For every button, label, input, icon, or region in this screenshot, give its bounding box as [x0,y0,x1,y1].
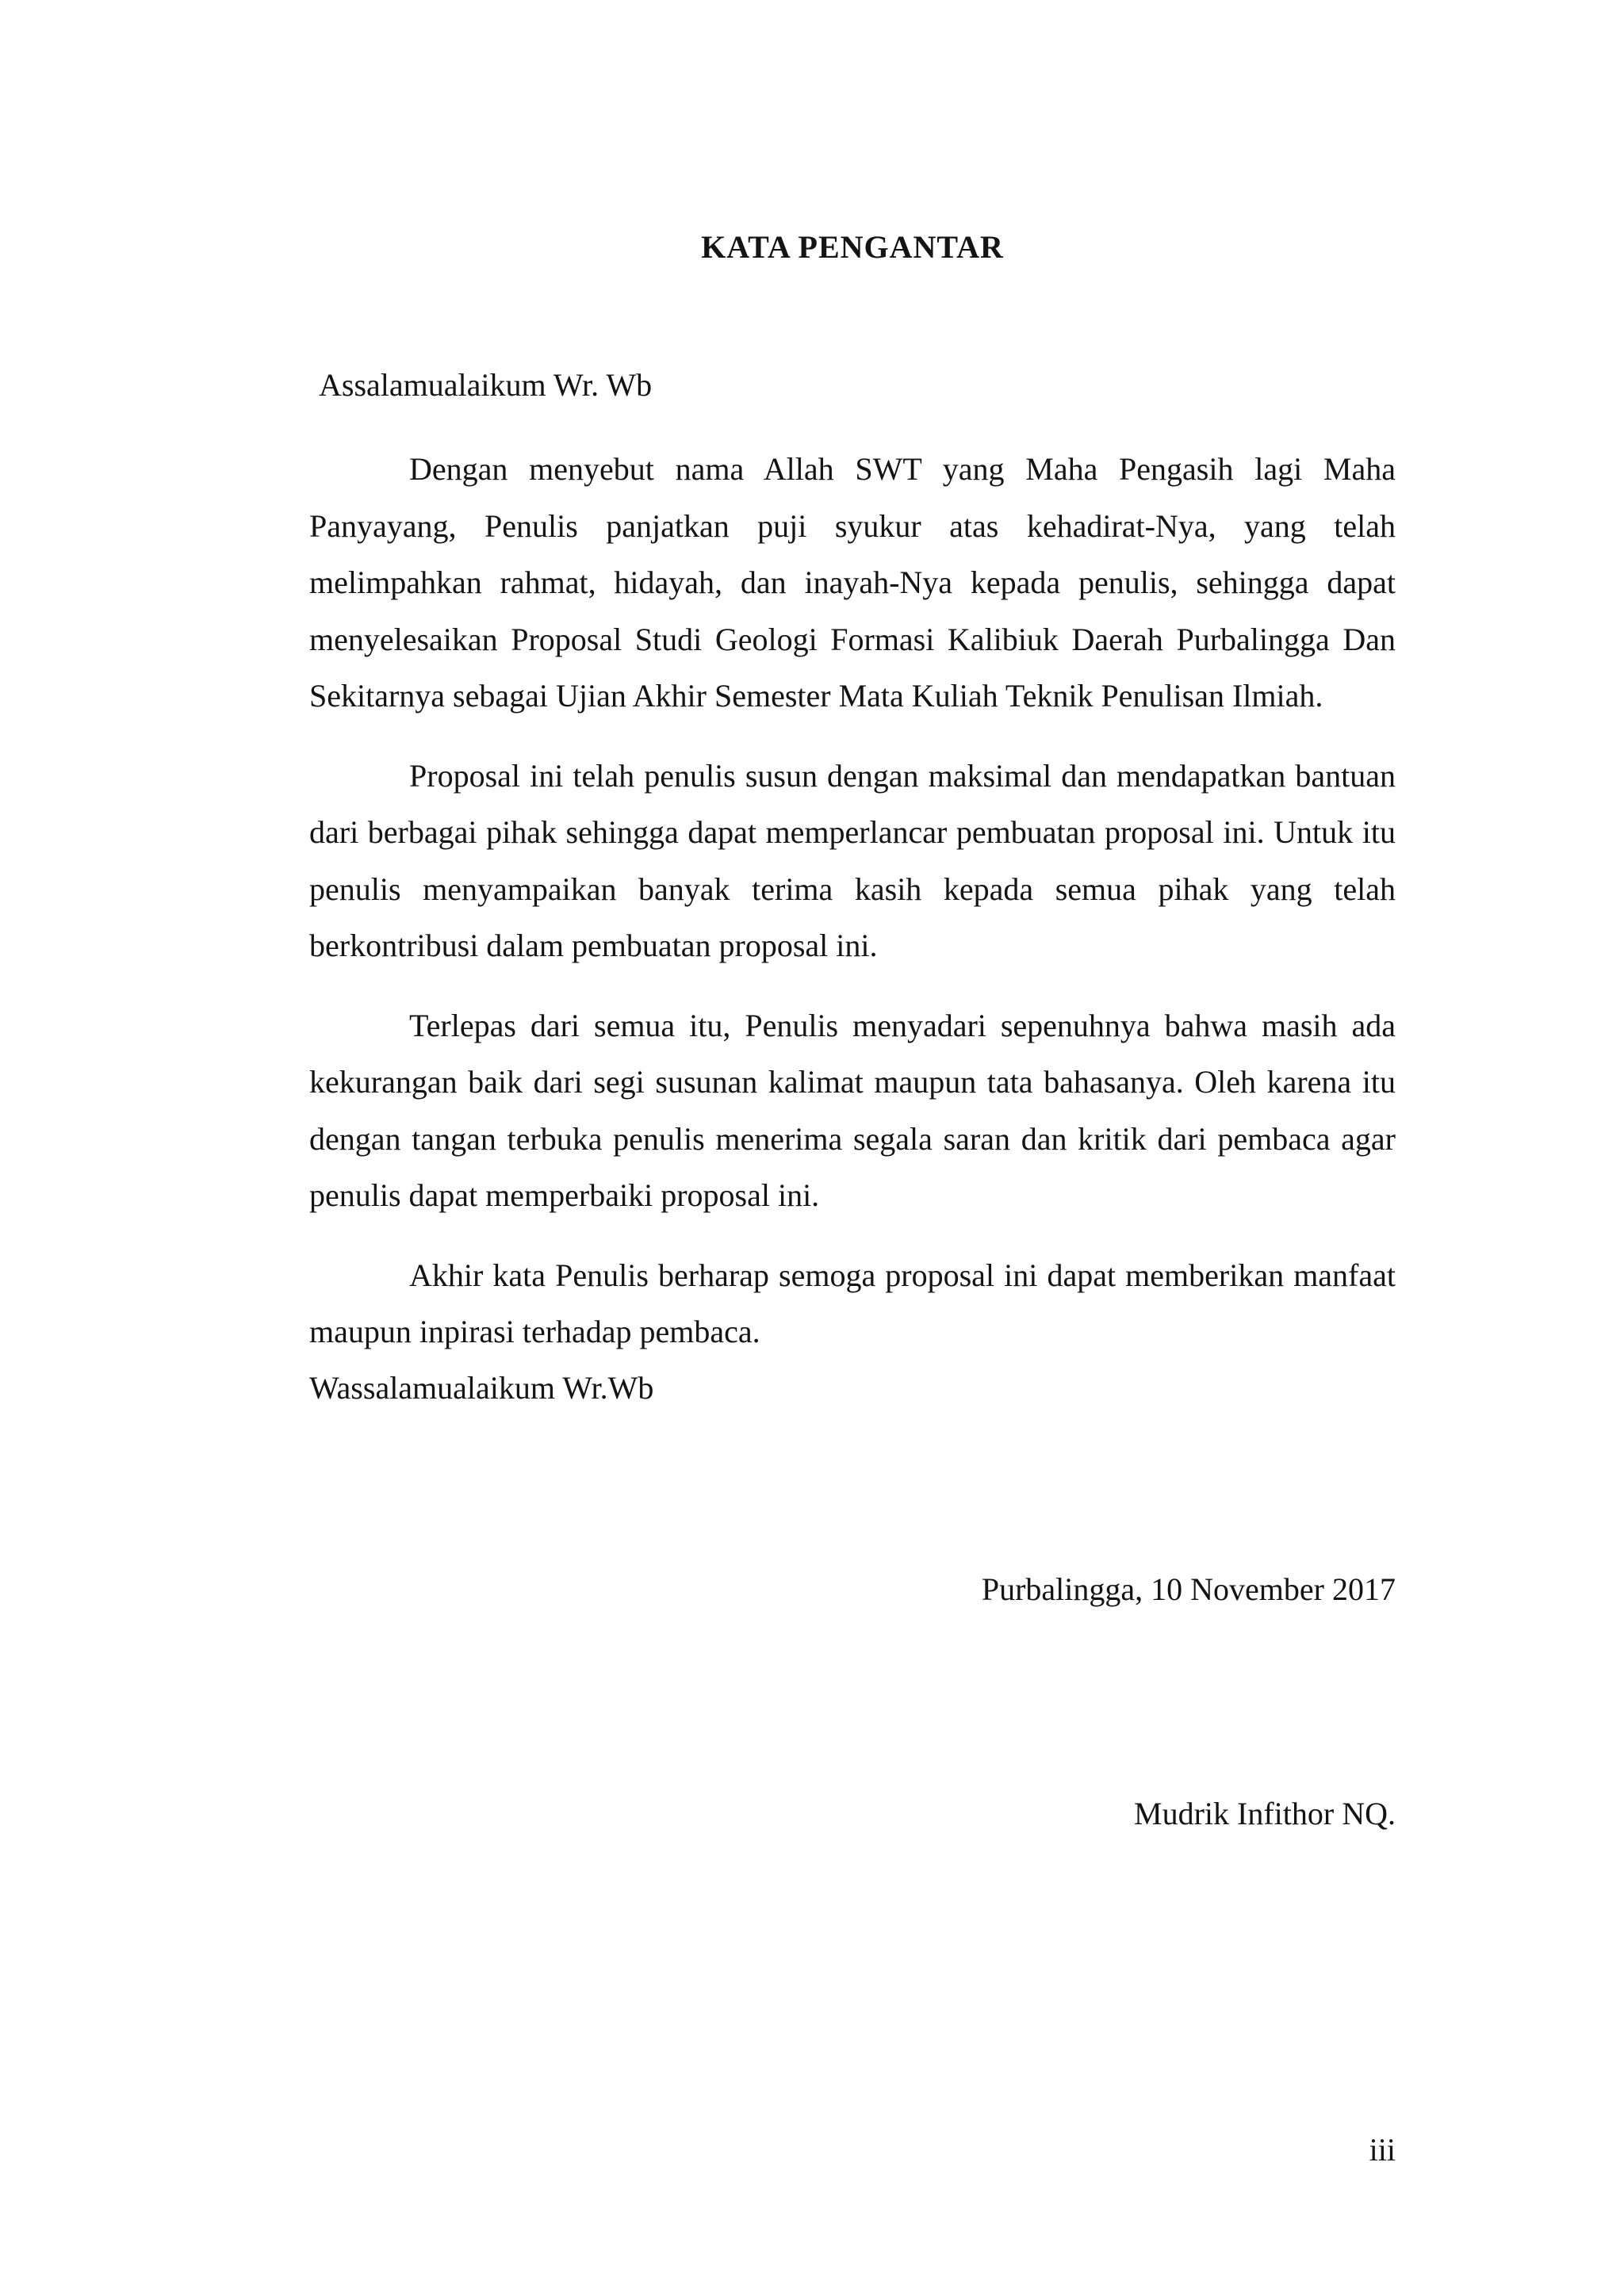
page-number: iii [1369,2132,1396,2168]
paragraph-4: Akhir kata Penulis berharap semoga proposal ini dapat memberikan manfaat maupun inpirasi terhadap pembaca. [309,1257,1396,1349]
paragraph-1: Dengan menyebut nama Allah SWT yang Maha Pengasih lagi Maha Panyayang, Penulis panjatkan puji syukur atas kehadirat-Nya, yang telah melimpahkan rahmat, hidayah, dan inayah-Nya kepada penulis, sehingga dapat menyelesaikan Proposal Studi Geologi Formasi Kalibiuk Daerah Purbalingga Dan Sekitarnya sebagai Ujian Akhir Semester Mata Kuliah Teknik Penulisan Ilmiah. [309,451,1396,714]
closing-greeting: Wassalamualaikum Wr.Wb [309,1370,654,1406]
opening-greeting: Assalamualaikum Wr. Wb [319,367,653,403]
paragraph-2: Proposal ini telah penulis susun dengan maksimal dan mendapatkan bantuan dari berbagai pihak sehingga dapat memperlancar pembuatan proposal ini. Untuk itu penulis menyampaikan banyak terima kasih kepada semua pihak yang telah berkontribusi dalam pembuatan proposal ini. [309,757,1396,963]
page-title: KATA PENGANTAR [701,229,1004,265]
place-and-date: Purbalingga, 10 November 2017 [981,1571,1396,1607]
author-name: Mudrik Infithor NQ. [1134,1796,1396,1831]
paragraph-3: Terlepas dari semua itu, Penulis menyadari sepenuhnya bahwa masih ada kekurangan baik dari segi susunan kalimat maupun tata bahasanya. Oleh karena itu dengan tangan terbuka penulis menerima segala saran dan kritik dari pembaca agar penulis dapat memperbaiki proposal ini. [309,1007,1396,1213]
body-text [309,441,1396,1383]
